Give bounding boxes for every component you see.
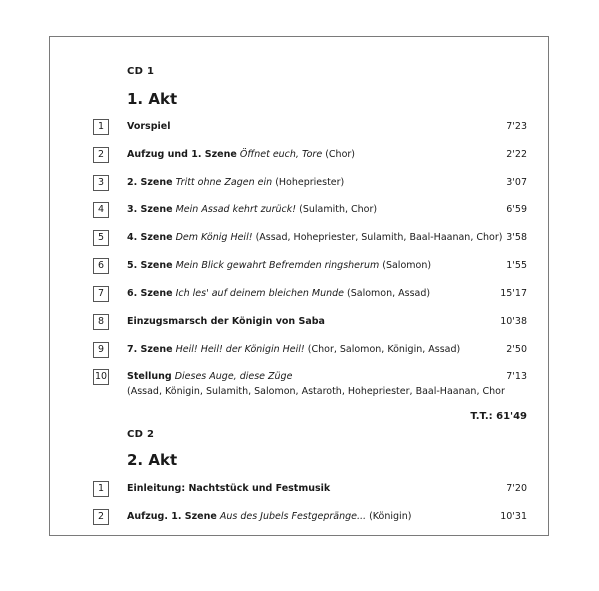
track-duration: 15'17 [500, 288, 527, 299]
track-section: Aufzug und 1. Szene [127, 149, 237, 160]
track-title [127, 148, 355, 162]
track-number-box: 4 [93, 202, 109, 218]
track-roles: (Salomon) [382, 260, 432, 271]
track-number-box: 1 [93, 119, 109, 135]
track-roles: (Chor, Salomon, Königin, Assad) [307, 344, 461, 355]
track-duration: 7'13 [506, 371, 527, 382]
track-title [127, 482, 330, 496]
track-number-box: 1 [93, 481, 109, 497]
track-incipit: Tritt ohne Zagen ein [175, 177, 273, 188]
track-section: 5. Szene [127, 260, 173, 271]
track-roles-continued: (Assad, Königin, Sulamith, Salomon, Astaroth, Hohepriester, Baal-Haanan, Chor [127, 386, 505, 397]
track-section: 4. Szene [127, 232, 173, 243]
track-number-box: 5 [93, 230, 109, 246]
track-number-box: 2 [93, 509, 109, 525]
track-number-box: 6 [93, 258, 109, 274]
track-incipit: Mein Assad kehrt zurück! [175, 204, 297, 215]
track-duration: 3'58 [506, 232, 527, 243]
cd2-act-title: 2. Akt [127, 451, 178, 469]
track-title [127, 176, 344, 190]
track-section: 6. Szene [127, 288, 173, 299]
cd1-label: CD 1 [127, 66, 155, 77]
track-duration: 6'59 [506, 204, 527, 215]
track-section: Einzugsmarsch der Königin von Saba [127, 316, 325, 327]
track-roles: (Chor) [325, 149, 355, 160]
track-incipit: Dem König Heil! [175, 232, 253, 243]
track-incipit: Mein Blick gewahrt Befremden ringsherum [175, 260, 380, 271]
track-number-box: 2 [93, 147, 109, 163]
track-duration: 7'23 [506, 121, 527, 132]
track-duration: 10'31 [500, 511, 527, 522]
track-section: Einleitung: Nachtstück und Festmusik [127, 483, 331, 494]
track-duration: 3'07 [506, 177, 527, 188]
track-duration: 2'22 [506, 149, 527, 160]
track-incipit: Öffnet euch, Tore [239, 149, 323, 160]
track-title [127, 315, 325, 329]
track-incipit: Heil! Heil! der Königin Heil! [175, 344, 305, 355]
track-incipit: Dieses Auge, diese Züge [174, 371, 293, 382]
track-roles: (Königin) [369, 511, 412, 522]
track-duration: 7'20 [506, 483, 527, 494]
track-title [127, 510, 411, 524]
cd2-label: CD 2 [127, 429, 155, 440]
track-title [127, 343, 460, 357]
track-number-box: 8 [93, 314, 109, 330]
track-title [127, 120, 170, 134]
track-section: 7. Szene [127, 344, 173, 355]
track-title [127, 259, 431, 273]
track-section: Stellung [127, 371, 172, 382]
cd1-act-title: 1. Akt [127, 90, 178, 108]
track-title [127, 203, 377, 217]
track-title [127, 370, 292, 384]
track-number-box: 10 [93, 369, 109, 385]
track-incipit: Ich les' auf deinem bleichen Munde [175, 288, 344, 299]
track-duration: 2'50 [506, 344, 527, 355]
track-roles: (Assad, Hohepriester, Sulamith, Baal-Haanan, Chor) [255, 232, 503, 243]
track-title [127, 287, 430, 301]
track-section: Vorspiel [127, 121, 171, 132]
tracklist-frame [49, 36, 549, 536]
track-number-box: 9 [93, 342, 109, 358]
track-section: Aufzug. 1. Szene [127, 511, 217, 522]
track-number-box: 3 [93, 175, 109, 191]
track-section: 2. Szene [127, 177, 173, 188]
track-section: 3. Szene [127, 204, 173, 215]
track-number-box: 7 [93, 286, 109, 302]
track-title [127, 231, 502, 245]
track-roles: (Hohepriester) [275, 177, 345, 188]
track-roles: (Sulamith, Chor) [299, 204, 378, 215]
track-incipit: Aus des Jubels Festgepränge... [219, 511, 367, 522]
track-duration: 10'38 [500, 316, 527, 327]
cd1-total-time: T.T.: 61'49 [470, 411, 527, 422]
track-duration: 1'55 [506, 260, 527, 271]
track-roles: (Salomon, Assad) [347, 288, 431, 299]
